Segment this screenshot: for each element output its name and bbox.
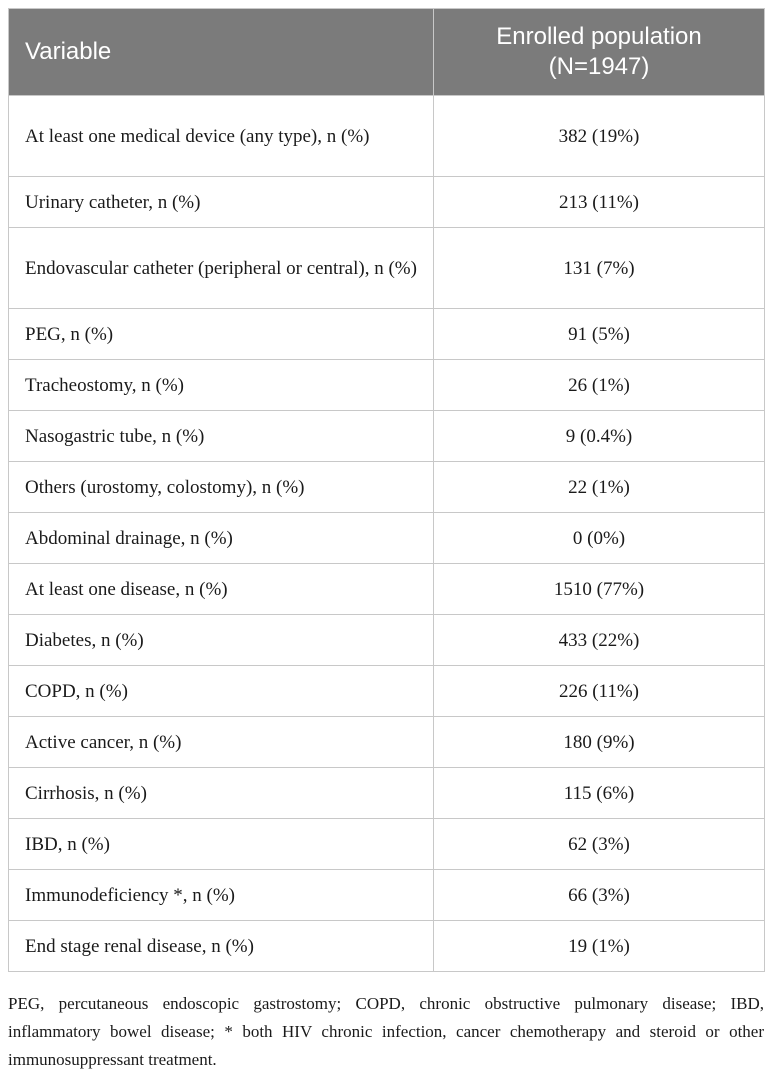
row-label: Endovascular catheter (peripheral or central), n (%) xyxy=(9,228,434,309)
table-row xyxy=(9,564,765,615)
row-label: Urinary catheter, n (%) xyxy=(9,177,434,228)
table-row xyxy=(9,228,765,309)
row-label: Tracheostomy, n (%) xyxy=(9,360,434,411)
row-value: 19 (1%) xyxy=(434,921,765,972)
row-value: 433 (22%) xyxy=(434,615,765,666)
row-label: At least one medical device (any type), n (%) xyxy=(9,96,434,177)
table-row xyxy=(9,96,765,177)
table-row xyxy=(9,870,765,921)
row-value: 226 (11%) xyxy=(434,666,765,717)
row-label: At least one disease, n (%) xyxy=(9,564,434,615)
table-header xyxy=(9,9,765,96)
table-row xyxy=(9,513,765,564)
row-value: 26 (1%) xyxy=(434,360,765,411)
row-value: 91 (5%) xyxy=(434,309,765,360)
table-row xyxy=(9,819,765,870)
table-row xyxy=(9,717,765,768)
row-label: Active cancer, n (%) xyxy=(9,717,434,768)
row-label: PEG, n (%) xyxy=(9,309,434,360)
table-row xyxy=(9,615,765,666)
data-table xyxy=(8,8,765,972)
row-label: Cirrhosis, n (%) xyxy=(9,768,434,819)
header-enrolled-population-line1: Enrolled population xyxy=(496,23,702,50)
row-value: 213 (11%) xyxy=(434,177,765,228)
row-value: 115 (6%) xyxy=(434,768,765,819)
table-row xyxy=(9,309,765,360)
header-enrolled-population-line2: (N=1947) xyxy=(548,53,650,80)
row-label: Others (urostomy, colostomy), n (%) xyxy=(9,462,434,513)
row-value: 1510 (77%) xyxy=(434,564,765,615)
row-value: 131 (7%) xyxy=(434,228,765,309)
table-body xyxy=(9,96,765,972)
header-row xyxy=(9,9,765,96)
row-value: 22 (1%) xyxy=(434,462,765,513)
row-label: IBD, n (%) xyxy=(9,819,434,870)
table-row xyxy=(9,462,765,513)
table-row xyxy=(9,666,765,717)
row-label: Immunodeficiency *, n (%) xyxy=(9,870,434,921)
row-value: 382 (19%) xyxy=(434,96,765,177)
header-enrolled-population xyxy=(434,9,765,96)
table-footnote: PEG, percutaneous endoscopic gastrostomy; COPD, chronic obstructive pulmonary disease; IBD, inflammatory bowel disease; * both HIV chronic infection, cancer chemotherapy and steroid or other immunosuppressant treatment. xyxy=(8,994,764,1069)
row-value: 62 (3%) xyxy=(434,819,765,870)
table-row xyxy=(9,768,765,819)
row-value: 0 (0%) xyxy=(434,513,765,564)
row-value: 66 (3%) xyxy=(434,870,765,921)
row-label: End stage renal disease, n (%) xyxy=(9,921,434,972)
row-label: COPD, n (%) xyxy=(9,666,434,717)
table-row xyxy=(9,177,765,228)
row-label: Diabetes, n (%) xyxy=(9,615,434,666)
table-row xyxy=(9,921,765,972)
header-variable: Variable xyxy=(9,9,434,96)
row-label: Abdominal drainage, n (%) xyxy=(9,513,434,564)
row-value: 180 (9%) xyxy=(434,717,765,768)
table-row xyxy=(9,411,765,462)
row-value: 9 (0.4%) xyxy=(434,411,765,462)
row-label: Nasogastric tube, n (%) xyxy=(9,411,434,462)
table-row xyxy=(9,360,765,411)
